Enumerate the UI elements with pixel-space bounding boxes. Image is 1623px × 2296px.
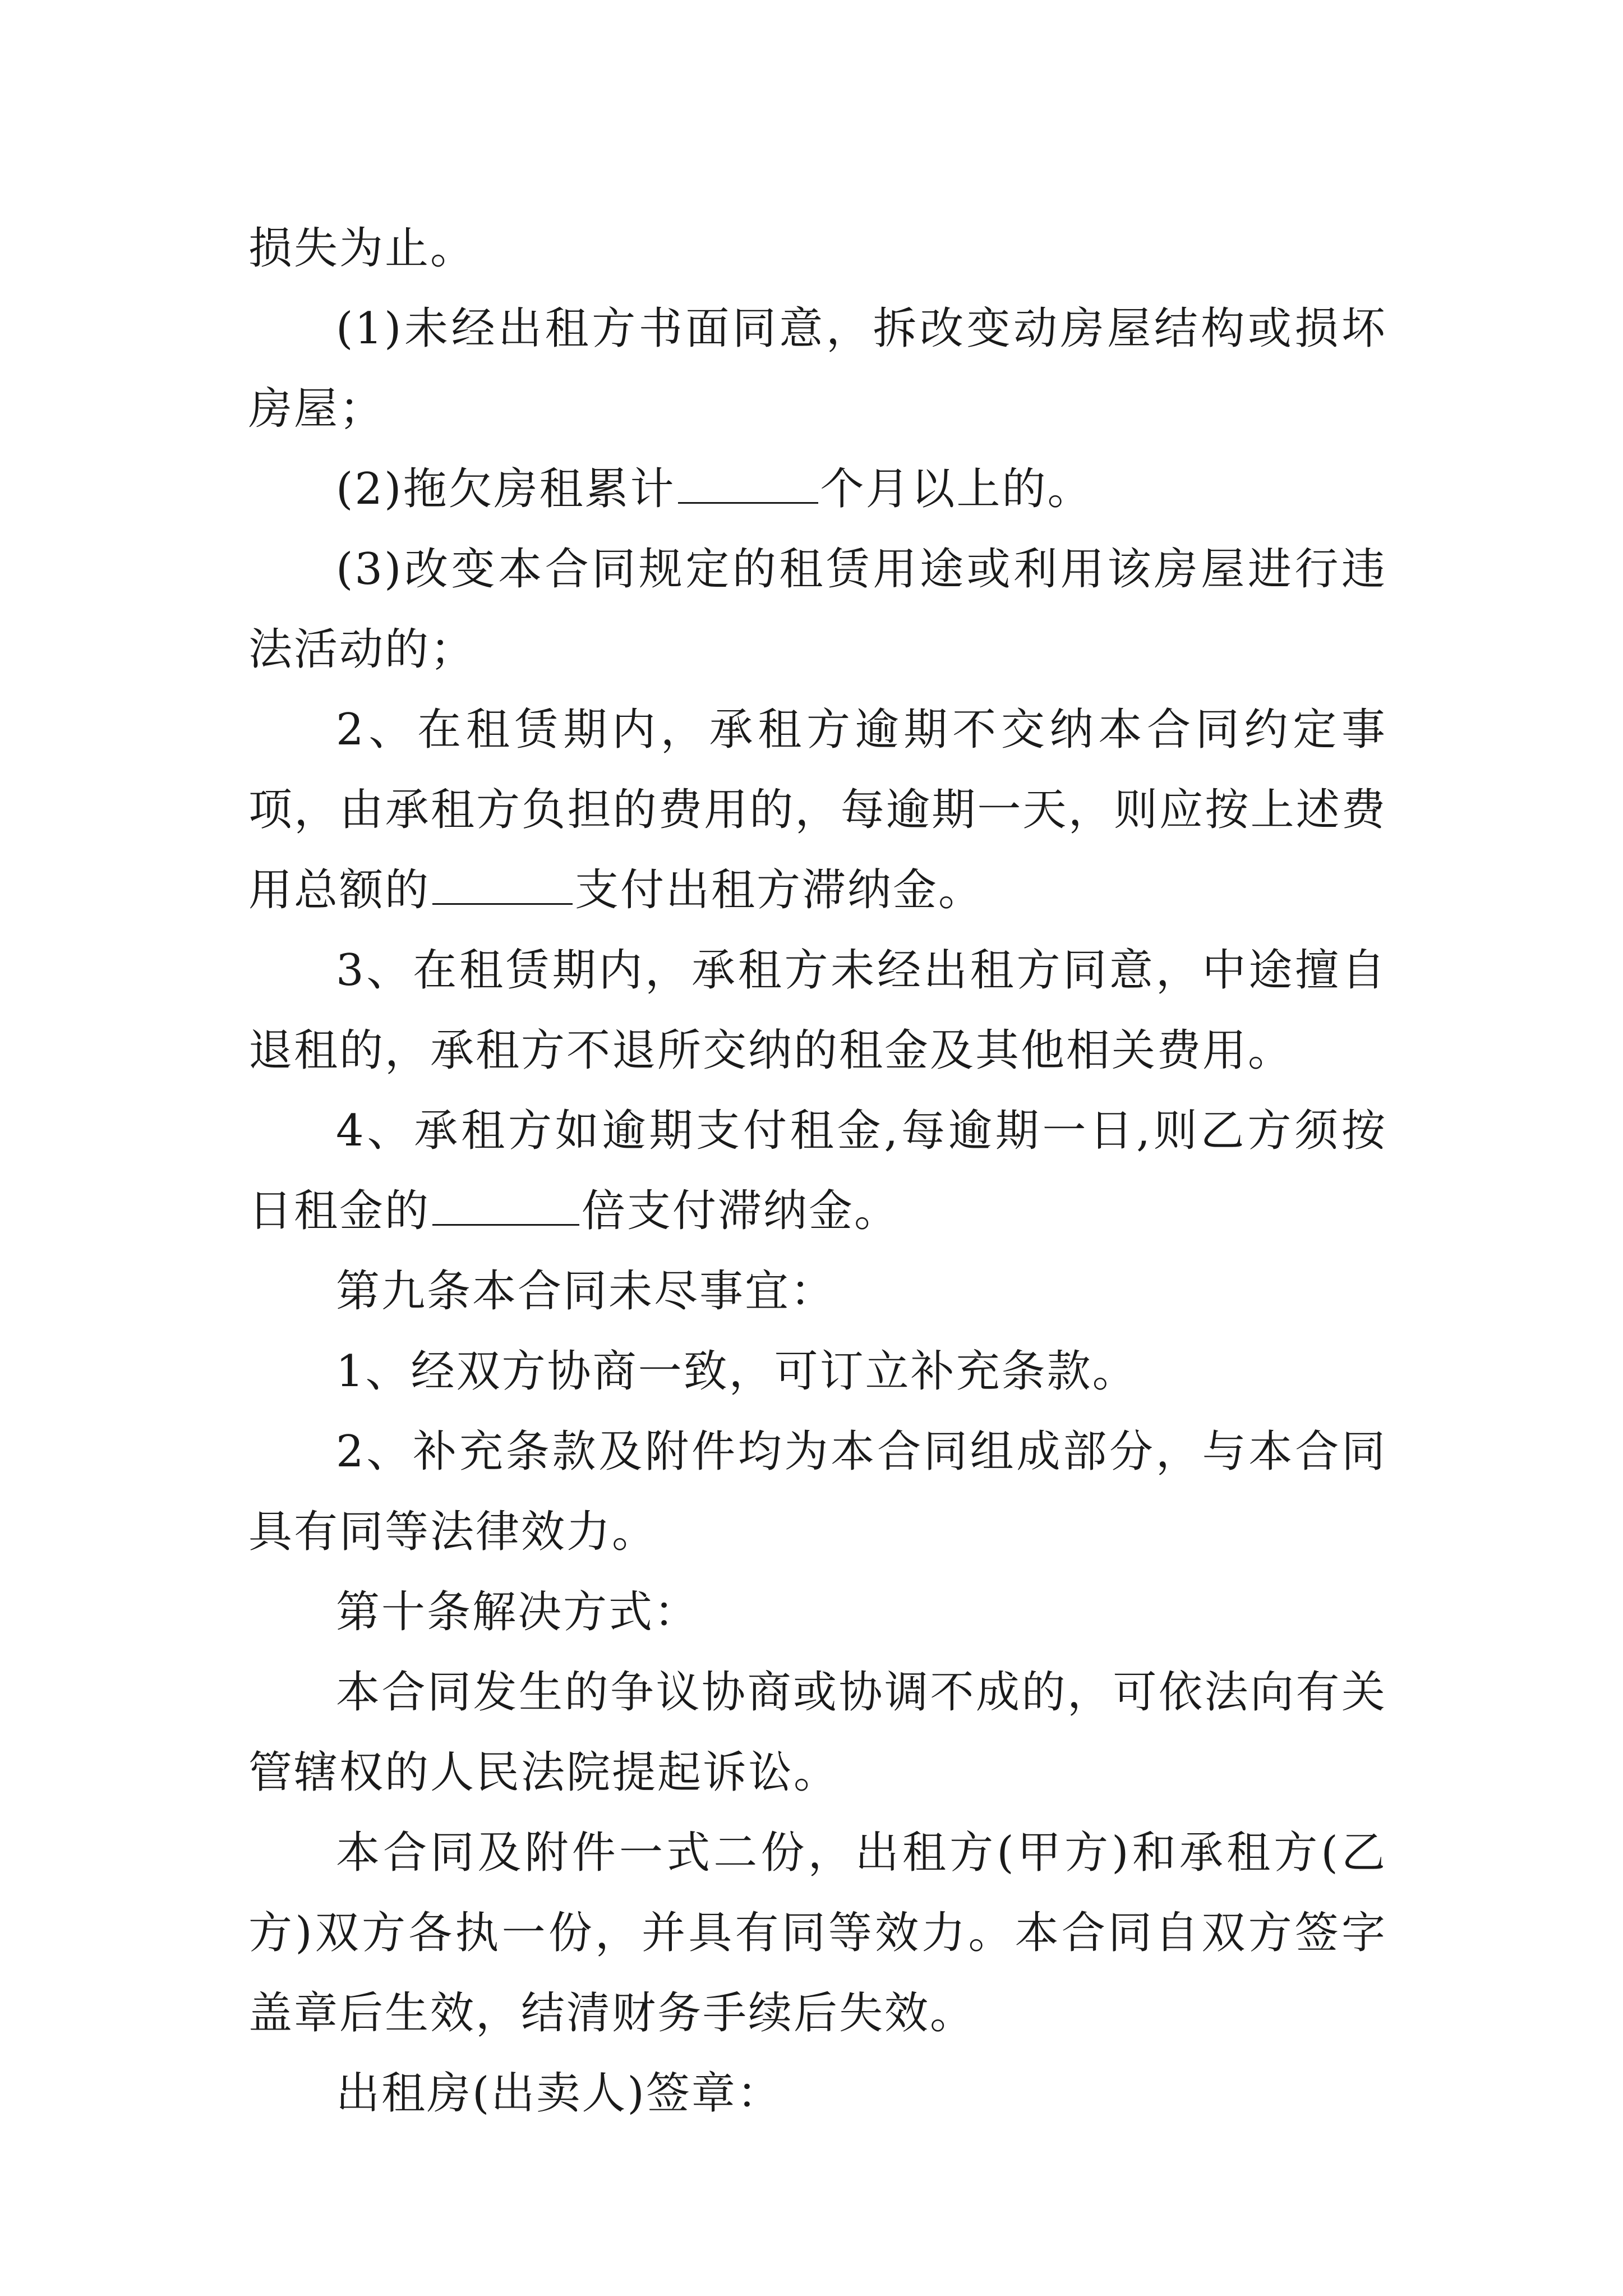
fill-in-blank-late-fee-rate[interactable] (432, 864, 573, 905)
paragraph-item-4-text-a: 4、承租方如逾期支付租金,每逾期一日,则乙方须按日租金的 (248, 1106, 1387, 1236)
paragraph-clause-1: (1)未经出租方书面同意，拆改变动房屋结构或损坏房屋； (248, 303, 1387, 434)
paragraph-clause-3: (3)改变本合同规定的租赁用途或利用该房屋进行违法活动的； (248, 544, 1387, 675)
paragraph-article-9-item-1: 1、经双方协商一致，可订立补充条款。 (336, 1346, 1138, 1397)
paragraph-copies-validity: 本合同及附件一式二份，出租方(甲方)和承租方(乙方)双方各执一份，并具有同等效力。本合同自双方签字盖章后生效，结清财务手续后失效。 (248, 1828, 1387, 2039)
fill-in-blank-months[interactable] (678, 463, 818, 504)
paragraph-item-3: 3、在租赁期内，承租方未经出租方同意，中途擅自退租的，承租方不退所交纳的租金及其他相关费用。 (248, 945, 1387, 1076)
paragraph-clause-2 (248, 449, 1387, 530)
document-body (248, 209, 1387, 2134)
paragraph-clause-2-text-a: (2)拖欠房租累计 (336, 464, 676, 514)
fill-in-blank-multiplier[interactable] (432, 1185, 579, 1226)
heading-article-9: 第九条本合同未尽事宜： (336, 1266, 836, 1317)
paragraph-article-9-item-2: 2、补充条款及附件均为本合同组成部分，与本合同具有同等法律效力。 (248, 1427, 1387, 1557)
paragraph-item-2 (248, 690, 1387, 931)
paragraph-item-2-text-a: 2、在租赁期内，承租方逾期不交纳本合同约定事项，由承租方负担的费用的，每逾期一天，则应按上述费用总额的 (248, 705, 1387, 915)
heading-article-10: 第十条解决方式： (336, 1587, 700, 1637)
paragraph-item-4 (248, 1091, 1387, 1251)
paragraph-clause-2-text-b: 个月以上的。 (820, 464, 1093, 514)
paragraph-item-4-text-b: 倍支付滞纳金。 (582, 1186, 900, 1236)
signature-lessor: 出租房(出卖人)签章： (336, 2068, 782, 2119)
paragraph-dispute-resolution: 本合同发生的争议协商或协调不成的，可依法向有关管辖权的人民法院提起诉讼。 (248, 1667, 1387, 1798)
paragraph-loss-end: 损失为止。 (248, 223, 476, 274)
paragraph-item-2-text-b: 支付出租方滞纳金。 (575, 865, 984, 915)
